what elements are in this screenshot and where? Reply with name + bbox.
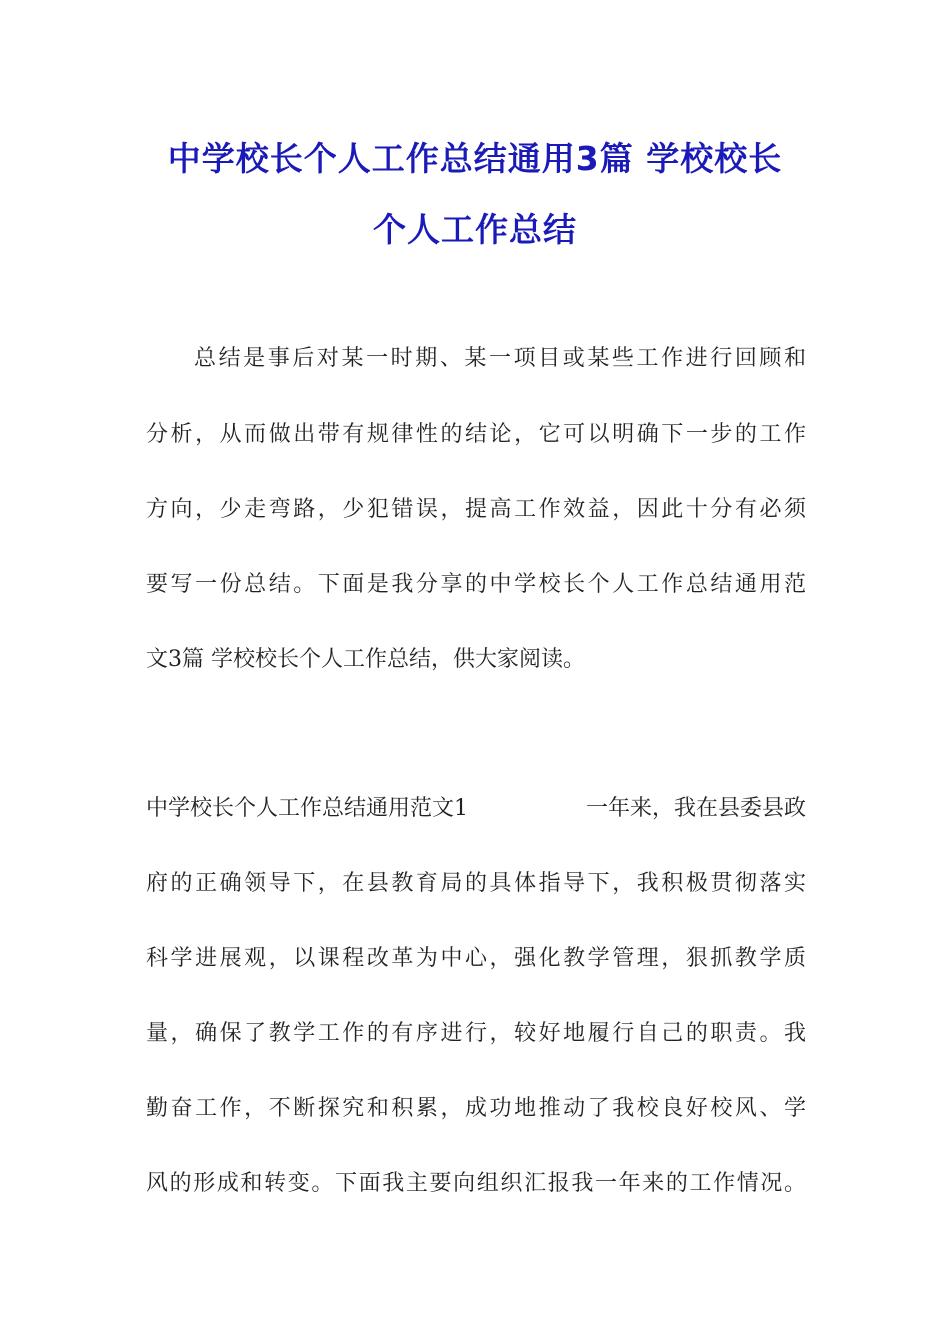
section-line: 勤奋工作，不断探究和积累，成功地推动了我校良好校风、学 [146, 1096, 806, 1121]
intro-line: 文3篇 学校校长个人工作总结，供大家阅读。 [146, 647, 585, 672]
section-line: 风的形成和转变。下面我主要向组织汇报我一年来的工作情况。 [146, 1171, 806, 1196]
section-heading: 中学校长个人工作总结通用范文1 [146, 796, 468, 821]
section-heading-row [146, 794, 806, 824]
intro-line: 分析，从而做出带有规律性的结论，它可以明确下一步的工作 [146, 422, 806, 447]
section-line: 府的正确领导下，在县教育局的具体指导下，我积极贯彻落实 [146, 871, 806, 896]
intro-line: 方向，少走弯路，少犯错误，提高工作效益，因此十分有必须 [146, 497, 806, 522]
document-title-line-1: 中学校长个人工作总结通用3篇 学校校长 [167, 139, 783, 178]
intro-line: 总结是事后对某一时期、某一项目或某些工作进行回顾和 [194, 346, 806, 371]
section-line: 科学进展观，以课程改革为中心，强化教学管理，狠抓教学质 [146, 946, 806, 971]
intro-line: 要写一份总结。下面是我分享的中学校长个人工作总结通用范 [146, 572, 806, 597]
document-title-line-2: 个人工作总结 [373, 210, 577, 249]
section-first-phrase: 一年来，我在县委县政 [585, 796, 806, 821]
section-line: 量，确保了教学工作的有序进行，较好地履行自己的职责。我 [146, 1021, 806, 1046]
